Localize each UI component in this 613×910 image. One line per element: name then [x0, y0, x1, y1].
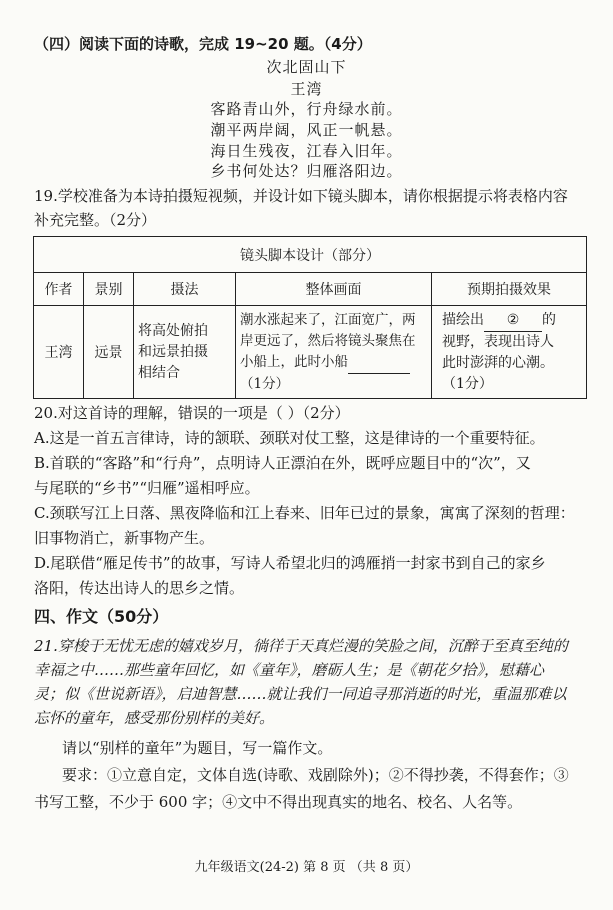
answer-blank-2[interactable]: ② [484, 310, 542, 332]
effect-cell: 描绘出 ② 的 视野，表现出诗人 此时澎湃的心潮。 （1分） [432, 306, 587, 399]
option-b-cont: 与尾联的“乡书”“归雁”遥相呼应。 [34, 479, 260, 497]
table-caption: 镜头脚本设计（部分） [34, 237, 587, 273]
composition-prompt: 21.穿梭于无忧无虑的嬉戏岁月，徜徉于天真烂漫的笑脸之间，沉醉于至真至纯的 [34, 637, 568, 655]
option-a: A.这是一首五言律诗，诗的颔联、颈联对仗工整，这是律诗的一个重要特征。 [34, 429, 545, 447]
poem-author: 王湾 [290, 80, 323, 98]
poem-title: 次北固山下 [266, 58, 347, 76]
option-c-cont: 旧事物消亡，新事物产生。 [34, 529, 215, 547]
option-b: B.首联的“客路”和“行舟”，点明诗人正漂泊在外，既呼应题目中的“次”，又 [34, 454, 531, 472]
table-header: 作者 [34, 273, 84, 306]
section-heading: （四）阅读下面的诗歌，完成 19~20 题。（4分） [34, 35, 372, 53]
poem-line: 客路青山外，行舟绿水前。 [210, 100, 403, 118]
option-d: D.尾联借“雁足传书”的故事，写诗人希望北归的鸿雁捎一封家书到自己的家乡 [34, 554, 546, 572]
composition-heading: 四、作文（50分） [34, 607, 169, 626]
picture-cell: 潮水涨起来了，江面宽广，两 岸更远了，然后将镜头聚焦在 小船上，此时小船 （1分） [236, 306, 432, 399]
page-footer: 九年级语文(24-2) 第 8 页 （共 8 页） [194, 860, 419, 875]
poem-line: 潮平两岸阔，风正一帆悬。 [210, 121, 403, 139]
composition-requirements-cont: 书写工整，不少于 600 字；④文中不得出现真实的地名、校名、人名等。 [34, 793, 523, 811]
option-d-cont: 洛阳，传达出诗人的思乡之情。 [34, 579, 245, 597]
table-header: 整体画面 [236, 273, 432, 306]
option-c: C.颈联写江上日落、黑夜降临和江上春来、旧年已过的景象，寓寓了深刻的哲理： [34, 504, 575, 522]
table-header: 景别 [84, 273, 134, 306]
poem-line: 乡书何处达？归雁洛阳边。 [210, 162, 403, 180]
composition-prompt: 灵；似《世说新语》，启迪智慧……就让我们一同追寻那消逝的时光，重温那难以 [34, 685, 567, 703]
table-header: 摄法 [134, 273, 236, 306]
scene-cell: 远景 [84, 306, 134, 399]
table-header: 预期拍摄效果 [432, 273, 587, 306]
q19-stem: 19.学校准备为本诗拍摄短视频，并设计如下镜头脚本，请你根据提示将表格内容 [34, 187, 568, 205]
answer-blank-1[interactable] [348, 352, 410, 374]
composition-requirements: 要求：①立意自定，文体自选(诗歌、戏剧除外)；②不得抄袭，不得套作；③ [62, 766, 569, 784]
poem-line: 海日生残夜，江春入旧年。 [210, 142, 403, 160]
composition-task: 请以“别样的童年”为题目，写一篇作文。 [62, 739, 333, 757]
q19-stem-cont: 补充完整。（2分） [34, 211, 157, 229]
composition-prompt: 幸福之中……那些童年回忆，如《童年》，磨砺人生；是《朝花夕拾》，慰藉心 [34, 661, 545, 679]
method-cell: 将高处俯拍 和远景拍摄 相结合 [134, 306, 236, 399]
author-cell: 王湾 [34, 306, 84, 399]
composition-prompt: 忘怀的童年，感受那份别样的美好。 [34, 709, 275, 727]
shot-script-table [33, 236, 587, 399]
q20-stem: 20.对这首诗的理解，错误的一项是（ ）（2分） [34, 404, 350, 422]
